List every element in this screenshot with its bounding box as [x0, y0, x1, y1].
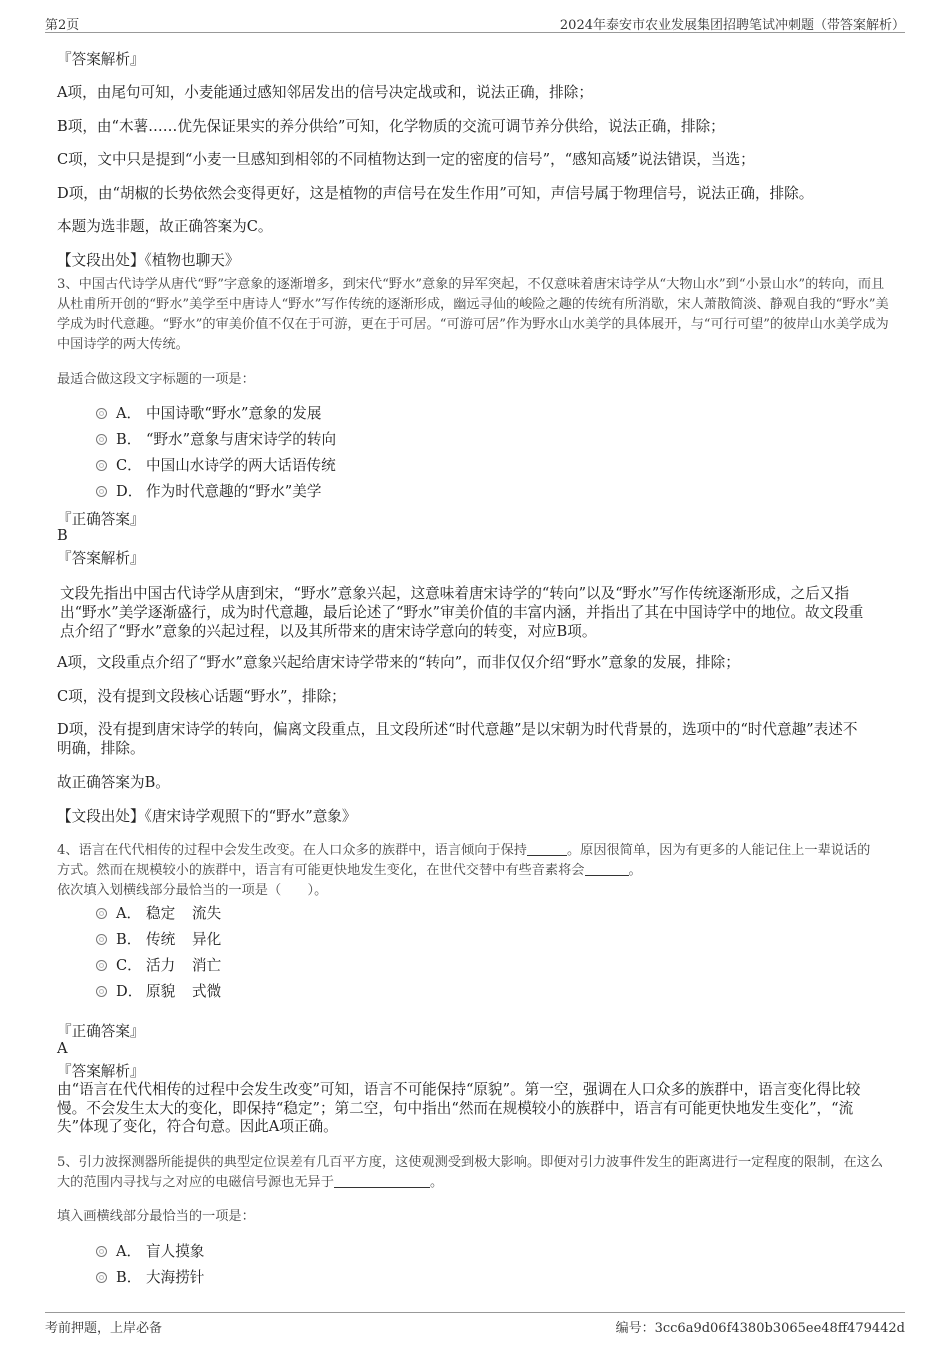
correct-answer-label: 『正确答案』	[57, 1023, 145, 1040]
radio-icon[interactable]	[96, 1246, 107, 1257]
fill-blank	[585, 863, 629, 876]
option-c[interactable]: C． 中国山水诗学的两大话语传统	[96, 454, 336, 475]
analysis-line: 失”体现了变化，符合句意。因此A项正确。	[57, 1118, 338, 1135]
question-stem-line: 5、引力波探测器所能提供的典型定位误差有几百平方度，这使观测受到极大影响。即便对引力波事件发生的距离进行一定程度的限制，在这么	[57, 1155, 884, 1170]
question-stem-line: 中国诗学的两大传统。	[57, 337, 189, 352]
option-b[interactable]: B． “野水”意象与唐宋诗学的转向	[96, 428, 336, 449]
analysis-line: 文段先指出中国古代诗学从唐到宋，“野水”意象兴起，这意味着唐宋诗学的“转向”以及“野水”写作传统逐渐形成，之后又指	[60, 585, 850, 602]
fill-blank	[334, 1175, 430, 1188]
analysis-line: 出“野水”美学逐渐盛行，成为时代意趣，最后论述了“野水”审美价值的丰富内涵，并指出了其在中国诗学中的地位。故文段重	[60, 604, 864, 621]
option-a[interactable]: A． 稳定 流失	[96, 902, 221, 923]
footer-slogan: 考前押题，上岸必备	[45, 1321, 163, 1336]
correct-answer: B	[57, 527, 68, 544]
radio-icon[interactable]	[96, 408, 107, 419]
analysis-line: 明确，排除。	[57, 740, 145, 757]
question-prompt: 填入画横线部分最恰当的一项是：	[57, 1209, 255, 1224]
question-stem-line: 3、中国古代诗学从唐代“野”字意象的逐渐增多，到宋代“野水”意象的异军突起，不仅意味着唐宋诗学从“大物山水”到“小景山水”的转向，而且	[57, 277, 885, 292]
analysis-line: B项，由“木薯……优先保证果实的养分供给”可知，化学物质的交流可调节养分供给，说法正确，排除；	[57, 118, 725, 135]
analysis-line: C项，没有提到文段核心话题“野水”，排除；	[57, 688, 346, 705]
question-stem-line: 4、语言在代代相传的过程中会发生改变。在人口众多的族群中，语言倾向于保持 。原因很简单，因为有更多的人能记住上一辈说话的	[57, 843, 871, 858]
analysis-line: D项，由“胡椒的长势依然会变得更好，这是植物的声信号在发生作用”可知，声信号属于物理信号，说法正确，排除。	[57, 185, 814, 202]
analysis-line: A项，文段重点介绍了“野水”意象兴起给唐宋诗学带来的“转向”，而非仅仅介绍“野水”意象的发展，排除；	[57, 654, 740, 671]
option-b[interactable]: B． 大海捞针	[96, 1266, 204, 1287]
analysis-line: C项，文中只是提到“小麦一旦感知到相邻的不同植物达到一定的密度的信号”，“感知高矮”说法错误，当选；	[57, 151, 755, 168]
source-citation: 【文段出处】《唐宋诗学观照下的“野水”意象》	[57, 808, 357, 825]
answer-analysis-label: 『答案解析』	[57, 550, 145, 567]
page-footer	[45, 1312, 905, 1337]
option-a[interactable]: A． 中国诗歌“野水”意象的发展	[96, 402, 321, 423]
correct-answer: A	[57, 1040, 68, 1057]
option-d[interactable]: D． 原貌 式微	[96, 980, 221, 1001]
source-citation: 【文段出处】《植物也聊天》	[57, 252, 240, 269]
option-d[interactable]: D． 作为时代意趣的“野水”美学	[96, 480, 321, 501]
option-b[interactable]: B． 传统 异化	[96, 928, 221, 949]
radio-icon[interactable]	[96, 986, 107, 997]
radio-icon[interactable]	[96, 434, 107, 445]
radio-icon[interactable]	[96, 960, 107, 971]
analysis-line: 由“语言在代代相传的过程中会发生改变”可知，语言不可能保持“原貌”。第一空，强调在人口众多的族群中，语言变化得比较	[57, 1081, 861, 1098]
answer-analysis-label: 『答案解析』	[57, 1063, 145, 1080]
radio-icon[interactable]	[96, 908, 107, 919]
option-c[interactable]: C． 活力 消亡	[96, 954, 221, 975]
radio-icon[interactable]	[96, 1272, 107, 1283]
answer-analysis-label: 『答案解析』	[57, 51, 145, 68]
document-title: 2024年泰安市农业发展集团招聘笔试冲刺题（带答案解析）	[559, 18, 905, 33]
option-a[interactable]: A． 盲人摸象	[96, 1240, 204, 1261]
correct-answer-label: 『正确答案』	[57, 511, 145, 528]
radio-icon[interactable]	[96, 486, 107, 497]
document-id: 编号：3cc6a9d06f4380b3065ee48ff479442d	[615, 1321, 905, 1336]
analysis-line: 慢。不会发生太大的变化，即保持“稳定”；第二空，句中指出“然而在规模较小的族群中，语言有可能更快地发生变化”，“流	[57, 1100, 854, 1117]
question-stem-line: 学成为时代意趣。“野水”的审美价值不仅在于可游，更在于可居。“可游可居”作为野水山水美学的具体展开，与“可行可望”的彼岸山水美学成为	[57, 317, 889, 332]
analysis-line: A项，由尾句可知，小麦能通过感知邻居发出的信号决定战或和，说法正确，排除；	[57, 84, 593, 101]
radio-icon[interactable]	[96, 460, 107, 471]
question-prompt: 依次填入划横线部分最恰当的一项是（ ）。	[57, 883, 328, 898]
page-header	[45, 12, 905, 33]
analysis-line: D项，没有提到唐宋诗学的转向，偏离文段重点，且文段所述“时代意趣”是以宋朝为时代背景的，选项中的“时代意趣”表述不	[57, 721, 858, 738]
page-number: 第2页	[45, 18, 80, 33]
fill-blank	[527, 843, 567, 856]
radio-icon[interactable]	[96, 934, 107, 945]
analysis-line: 点介绍了“野水”意象的兴起过程，以及其所带来的唐宋诗学意向的转变，对应B项。	[60, 623, 597, 640]
analysis-conclusion: 故正确答案为B。	[57, 774, 170, 791]
question-prompt: 最适合做这段文字标题的一项是：	[57, 372, 255, 387]
question-stem-line: 从杜甫所开创的“野水”美学至中唐诗人“野水”写作传统的逐渐形成，幽远寻仙的峻险之趣的传统有所消歇，宋人萧散简淡、静观自我的“野水”美	[57, 297, 889, 312]
question-stem-line: 大的范围内寻找与之对应的电磁信号源也无异于 。	[57, 1175, 444, 1190]
analysis-conclusion: 本题为选非题，故正确答案为C。	[57, 218, 273, 235]
question-stem-line: 方式。然而在规模较小的族群中，语言有可能更快地发生变化，在世代交替中有些音素将会 。	[57, 863, 642, 878]
